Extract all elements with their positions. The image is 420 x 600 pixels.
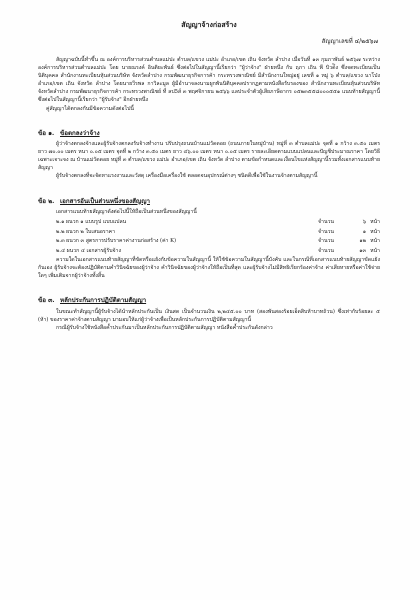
section-3-heading (38, 296, 380, 306)
annex-page-word: หน้า (370, 247, 380, 254)
section-3-paragraph-1: ในขณะทำสัญญานี้ผู้รับจ้างได้นำหลักประกันเป็น เงินสด เป็นจำนวนเงิน ๒,๒๔๕.๐๐ บาท (สองพันสองร้อยเอ็ดสิบห้าบาทถ้วน) ซึ่งเท่ากับร้อยละ ๕ (ห้า) ของราคาค่าจ้างตามสัญญา มามอบให้แก่ผู้ว่าจ้างเพื่อเป็นหลักประกันการปฏิบัติตามสัญญานี้ (38, 308, 380, 324)
annex-page-word: หน้า (370, 228, 380, 235)
section-1-heading (38, 129, 380, 139)
section-3-number: ข้อ ๓. (38, 297, 55, 305)
contract-number: สัญญาเลขที่ ๔/๒๕๖๗ (321, 37, 378, 45)
section-2-paragraph-2: ความใดในเอกสารแนบท้ายสัญญาที่ขัดหรือแย้งกับข้อความในสัญญานี้ ให้ใช้ข้อความในสัญญานี้บังคับ และในกรณีที่เอกสารแนบท้ายสัญญาขัดแย้งกันเอง ผู้รับจ้างจะต้องปฏิบัติตามคำวินิจฉัยของผู้ว่าจ้าง คำวินิจฉัยของผู้ว่าจ้างให้ถือเป็นที่สุด และผู้รับจ้างไม่มีสิทธิเรียกร้องค่าจ้าง ค่าเสียหายหรือค่าใช้จ่ายใดๆ เพิ่มเติมจากผู้ว่าจ้างทั้งสิ้น (38, 257, 380, 280)
annex-item (56, 228, 380, 238)
annex-count: ๑๒ (359, 238, 367, 245)
annex-page-word: หน้า (370, 219, 380, 226)
section-2-title: เอกสารอันเป็นส่วนหนึ่งของสัญญา (60, 197, 150, 205)
section-2-number: ข้อ ๒. (38, 197, 55, 205)
annex-label: ๒.๑ ผนวก ๑ แบบรูป แบบแปลน (56, 219, 127, 226)
section-1-title: ข้อตกลงว่าจ้าง (60, 129, 100, 137)
section-2-paragraph-1: เอกสารแนบท้ายสัญญาดังต่อไปนี้ให้ถือเป็นส่วนหนึ่งของสัญญานี้ (56, 209, 197, 216)
annex-item (56, 247, 380, 257)
annex-unit-word: จำนวน (318, 238, 334, 245)
annex-count: ๑๓ (359, 247, 367, 254)
intro-agreement-line: คู่สัญญาได้ตกลงกันมีข้อความดังต่อไปนี้ (46, 105, 134, 112)
document-title: สัญญาจ้างก่อสร้าง (181, 20, 237, 29)
annex-label: ๒.๒ ผนวก ๒ ใบเสนอราคา (56, 228, 116, 235)
annex-unit-word: จำนวน (318, 219, 334, 226)
annex-label: ๒.๓ ผนวก ๓ สูตรการปรับราคาค่างานก่อสร้าง (ค่า K) (56, 238, 176, 245)
annex-unit-word: จำนวน (318, 247, 334, 254)
annex-item (56, 237, 380, 247)
section-1-number: ข้อ ๑. (38, 129, 55, 137)
annex-unit-word: จำนวน (318, 228, 334, 235)
annex-label: ๒.๔ ผนวก ๔ เอกสารผู้รับจ้าง (56, 247, 122, 254)
annex-item (56, 218, 380, 228)
section-3-paragraph-2: กรณีผู้รับจ้างใช้หนังสือค้ำประกันมาเป็นหลักประกันการปฏิบัติตามสัญญา หนังสือค้ำประกันดังกล่าว (56, 325, 273, 332)
intro-paragraph: สัญญาฉบับนี้ทำขึ้น ณ องค์การบริหารส่วนตำบลแม่ปะ ตำบล/แขวง แม่ปะ อำเภอ/เขต เถิน จังหวัด ลำปาง เมื่อวันที่ ๑๓ กุมภาพันธ์ ๒๕๖๗ ระหว่าง องค์การบริหารส่วนตำบลแม่ปะ โดย นายณรงค์ อินติยะพันธ์ ซึ่งต่อไปในสัญญานี้เรียกว่า "ผู้ว่าจ้าง" ฝ่ายหนึ่ง กับ ฤภา เถิน พี บิวด์ิง ซึ่งจดทะเบียนเป็นนิติบุคคล สำนักงานทะเบียนหุ้นส่วนบริษัท จังหวัดลำปาง กรมพัฒนาธุรกิจการค้า กระทรวงพาณิชย์ มีสำนักงานใหญ่อยู่ เลขที่ ๑ หมู่ ๖ ตำบล/แขวง นาโป่ง อำเภอ/เขต เถิน จังหวัด ลำปาง โดยนายวีรพล กาวิละมูล ผู้มีอำนาจลงนามผูกพันนิติบุคคลปรากฏตามหนังสือรับรองของ สำนักงานทะเบียนหุ้นส่วนบริษัทจังหวัดลำปาง กรมพัฒนาธุรกิจการค้า กระทรวงพาณิชย์ ที่ ลป5ส์ ๓ พฤศจิกายน ๒๕๖๖ แลประจำตัวผู้เสียภาษีอากร ๐๕๒๓๕๕๘๐๐๐๕๕๑ แนบท้ายสัญญานี้ ซึ่งต่อไปในสัญญานี้เรียกว่า "ผู้รับจ้าง" อีกฝ่ายหนึ่ง (38, 57, 380, 104)
section-1-paragraph-2: ผู้รับจ้างตกลงที่จะจัดหาแรงงานและวัสดุ เครื่องมือเครื่องใช้ ตลอดจนอุปกรณ์ต่างๆ ชนิดดีเพื่อใช้ในงานจ้างตามสัญญานี้ (56, 173, 318, 180)
section-1-paragraph-1: ผู้ว่าจ้างตกลงจ้างและผู้รับจ้างตกลงรับจ้างทำงาน ปรับปรุงถนนบ้านแม่วัดดอย (ถนนภายในหมู่บ้าน) หมู่ที่ ๓ ตำบลแม่ปะ จุดที่ ๑ กว้าง ๓.๕๐ เมตร ยาว ๗๐.๐๐ เมตร หนา ๐.๐๕ เมตร จุดที่ ๒ กว้าง ๓.๕๐ เมตร ยาว ๔๖.๐๐ เมตร หนา ๐.๐๕ เมตร รายละเอียดตามแบบแปลนและปัญชีประมาณราคา โดยวิธีเฉพาะเจาะจง ณ บ้านแม่วัดดอย หมู่ที่ ๓ ตำบล/แขวง แม่ปะ อำเภอ/เขต เถิน จังหวัด ลำปาง ตามข้อกำหนดและเงื่อนไขแห่งสัญญานี้รวมทั้งเอกสารแนบท้ายสัญญา (38, 141, 380, 172)
section-3-title: หลักประกันการปฏิบัติตามสัญญา (60, 297, 147, 305)
section-2-heading (38, 197, 380, 207)
annex-count: ๖ (362, 219, 367, 226)
annex-page-word: หน้า (370, 238, 380, 245)
annex-list (38, 218, 380, 256)
annex-count: ๑ (362, 228, 367, 235)
